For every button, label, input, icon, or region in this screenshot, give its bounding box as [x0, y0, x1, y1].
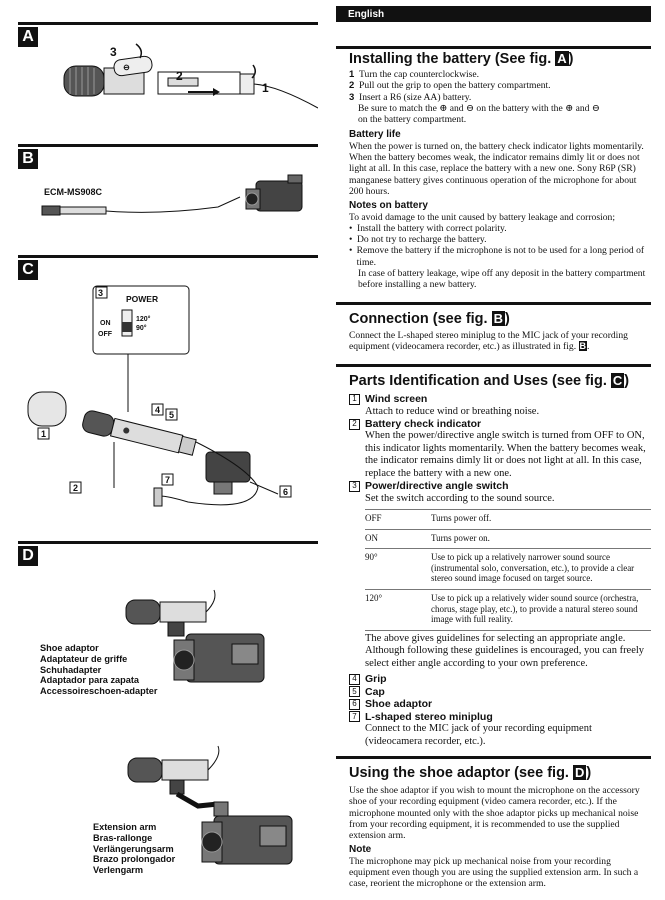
- caption-line: Shoe adaptor: [40, 643, 99, 653]
- figure-ref: B: [493, 311, 503, 326]
- figure-d-caption-extension-arm: [93, 822, 175, 876]
- battery-step: 3 Insert a R6 (size AA) battery.: [349, 91, 472, 103]
- figure-c-callout-1: 1: [41, 429, 47, 439]
- part-heading: 1 Wind screen: [349, 393, 651, 406]
- part-heading: 6 Shoe adaptor: [349, 698, 651, 711]
- figure-c-parts-illustration: [18, 282, 318, 527]
- figure-a-callout-1: 1: [262, 81, 269, 95]
- battery-note-item: • Install the battery with correct polarity.: [349, 222, 507, 234]
- caption-line: Adaptador para zapata: [40, 675, 140, 686]
- plus-icon: ⊕: [565, 102, 574, 114]
- figure-b-connection-illustration: [18, 165, 318, 245]
- parts-list-bottom: [349, 633, 651, 748]
- battery-notes-heading: Notes on battery: [349, 200, 428, 212]
- figure-a-label: A: [18, 27, 38, 47]
- figure-c-callout-6: 6: [283, 487, 289, 497]
- caption-line: Adaptateur de griffe: [40, 653, 128, 664]
- connection-section-title: Connection (see fig. B ): [349, 311, 510, 327]
- battery-notes-intro: To avoid damage to the unit caused by battery leakage and corrosion;: [349, 211, 615, 223]
- figure-c-callout-5: 5: [169, 410, 175, 420]
- mode-value: Turns power on.: [431, 529, 651, 549]
- figure-a-callout-2: 2: [176, 69, 183, 83]
- figure-b-model-name: ECM-MS908C: [44, 187, 103, 197]
- figure-ref: D: [574, 765, 585, 780]
- battery-section-body: [349, 69, 651, 291]
- power-panel-angle-120: 120°: [136, 316, 151, 323]
- parts-section-title: Parts Identification and Uses (see fig. C ): [349, 373, 630, 389]
- part-description: Attach to reduce wind or breathing noise.: [365, 405, 540, 417]
- shoe-text: Use the shoe adaptor if you wish to mount the microphone on the accessory shoe of your recording equipment (video camera recorder, etc.). If the microphone mounted only with the shoe adaptor picks up mechanical noise from your recording equipment, it is recommended to use the supplied extension arm.: [349, 785, 640, 842]
- caption-line: Bras-rallonge: [93, 832, 153, 843]
- mode-value: Turns power off.: [431, 510, 651, 530]
- battery-leak-note: In case of battery leakage, wipe off any deposit in the battery compartment before installing a new battery.: [358, 268, 646, 291]
- battery-note-item: • Remove the battery if the microphone is not to be used for a long period of time.: [349, 245, 645, 268]
- figure-d-rule: [18, 541, 318, 544]
- caption-line: Brazo prolongador: [93, 854, 176, 865]
- figure-c-callout-4: 4: [155, 405, 161, 415]
- switch-modes-table: [365, 509, 651, 631]
- mode-key: 120°: [365, 589, 431, 630]
- mode-value: Use to pick up a relatively narrower sound source (instrumental solo, conversation, etc.), to provide a clear stereo sound image focused on target source.: [431, 549, 651, 590]
- table-row: [365, 510, 651, 530]
- connection-text: Connect the L-shaped stereo miniplug to the MIC jack of your recording equipment (videocamera recorder, etc.) as illustrated in fig. B.: [349, 330, 628, 353]
- figure-ref: B: [579, 341, 587, 352]
- caption-line: Verlengarm: [93, 865, 144, 876]
- part-description: Set the switch according to the sound source.: [365, 492, 555, 504]
- power-panel-off: OFF: [98, 331, 112, 338]
- part-heading: 3 Power/directive angle switch: [349, 480, 651, 493]
- part-description: Connect to the MIC jack of your recording equipment (videocamera recorder, etc.).: [365, 723, 592, 747]
- battery-step: 2 Pull out the grip to open the battery compartment.: [349, 80, 551, 92]
- figure-ref: C: [612, 373, 623, 388]
- svg-text:⊖: ⊖: [122, 62, 131, 73]
- parts-list-top: [349, 393, 651, 505]
- figure-a-callout-3: 3: [110, 45, 117, 59]
- mode-key: OFF: [365, 510, 431, 530]
- section-rule: [336, 46, 651, 49]
- shoe-section-body: [349, 785, 651, 890]
- figure-c-rule: [18, 255, 318, 258]
- minus-icon: ⊖: [465, 102, 475, 114]
- part-heading: 2 Battery check indicator: [349, 418, 651, 431]
- power-panel-on: ON: [100, 320, 111, 327]
- figure-c-callout-2: 2: [73, 483, 79, 493]
- part-heading: 5 Cap: [349, 686, 651, 699]
- battery-life-heading: Battery life: [349, 129, 401, 141]
- figure-c-label: C: [18, 260, 38, 280]
- table-row: [365, 549, 651, 590]
- power-panel-title: POWER: [126, 294, 159, 304]
- battery-life-text: When the power is turned on, the battery check indicator lights momentarily. When the battery becomes weak, the indicator remains dimly lit or does not light at all. In this case, replace the battery with a new one. Sony R6P (SR) manganese battery gives continuous operation of the microphone for about 200 hours.: [349, 140, 644, 197]
- table-row: [365, 529, 651, 549]
- mode-key: 90°: [365, 549, 431, 590]
- battery-section-title: Installing the battery (See fig. A ): [349, 51, 574, 67]
- angle-guideline-text: The above gives guidelines for selecting an appropriate angle. Although following these guidelines is encouraged, you can freely select either angle according to your own preference.: [365, 633, 645, 669]
- figure-b-rule: [18, 144, 318, 147]
- caption-line: Accessoireschoen-adapter: [40, 686, 158, 697]
- figure-a-battery-illustration: [18, 30, 318, 140]
- figure-c-callout-3: 3: [98, 288, 104, 298]
- language-header: English: [336, 6, 651, 22]
- part-heading: 7 L-shaped stereo miniplug: [349, 711, 651, 724]
- shoe-note-heading: Note: [349, 844, 372, 856]
- caption-line: Schuhadapter: [40, 664, 102, 675]
- section-rule: [336, 756, 651, 759]
- mode-key: ON: [365, 529, 431, 549]
- shoe-note-text: The microphone may pick up mechanical noise from your recording equipment even though you are using the supplied extension arm. In such a case, reorient the microphone or the extension arm.: [349, 855, 639, 890]
- section-rule: [336, 302, 651, 305]
- battery-step: 1 Turn the cap counterclockwise.: [349, 69, 480, 80]
- figure-d-caption-shoe-adaptor: [40, 643, 157, 697]
- polarity-note: Be sure to match the ⊕ and ⊖ on the battery with the ⊕ and ⊖ on the battery compartment.: [358, 102, 600, 126]
- figure-d-label: D: [18, 546, 38, 566]
- shoe-section-title: Using the shoe adaptor (see fig. D ): [349, 765, 592, 781]
- part-heading: 4 Grip: [349, 673, 651, 686]
- battery-note-item: • Do not try to recharge the battery.: [349, 234, 487, 246]
- plus-icon: ⊕: [439, 102, 448, 114]
- power-panel-angle-90: 90°: [136, 325, 147, 332]
- table-row: [365, 589, 651, 630]
- figure-ref: A: [557, 51, 567, 66]
- minus-icon: ⊖: [591, 102, 600, 114]
- mode-value: Use to pick up a relatively wider sound source (orchestra, chorus, stage play, etc.), to provide a natural stereo sound image with full reality.: [431, 589, 651, 630]
- caption-line: Extension arm: [93, 822, 157, 832]
- figure-b-label: B: [18, 149, 38, 169]
- figure-a-rule: [18, 22, 318, 25]
- figure-c-callout-7: 7: [165, 475, 171, 485]
- section-rule: [336, 364, 651, 367]
- part-description: When the power/directive angle switch is turned from OFF to ON, this indicator lights momentarily. When the battery becomes weak, the indicator remains dimly lit or does not light at all. In this case, replace the battery with a new one.: [365, 430, 646, 479]
- caption-line: Verlängerungsarm: [93, 843, 174, 854]
